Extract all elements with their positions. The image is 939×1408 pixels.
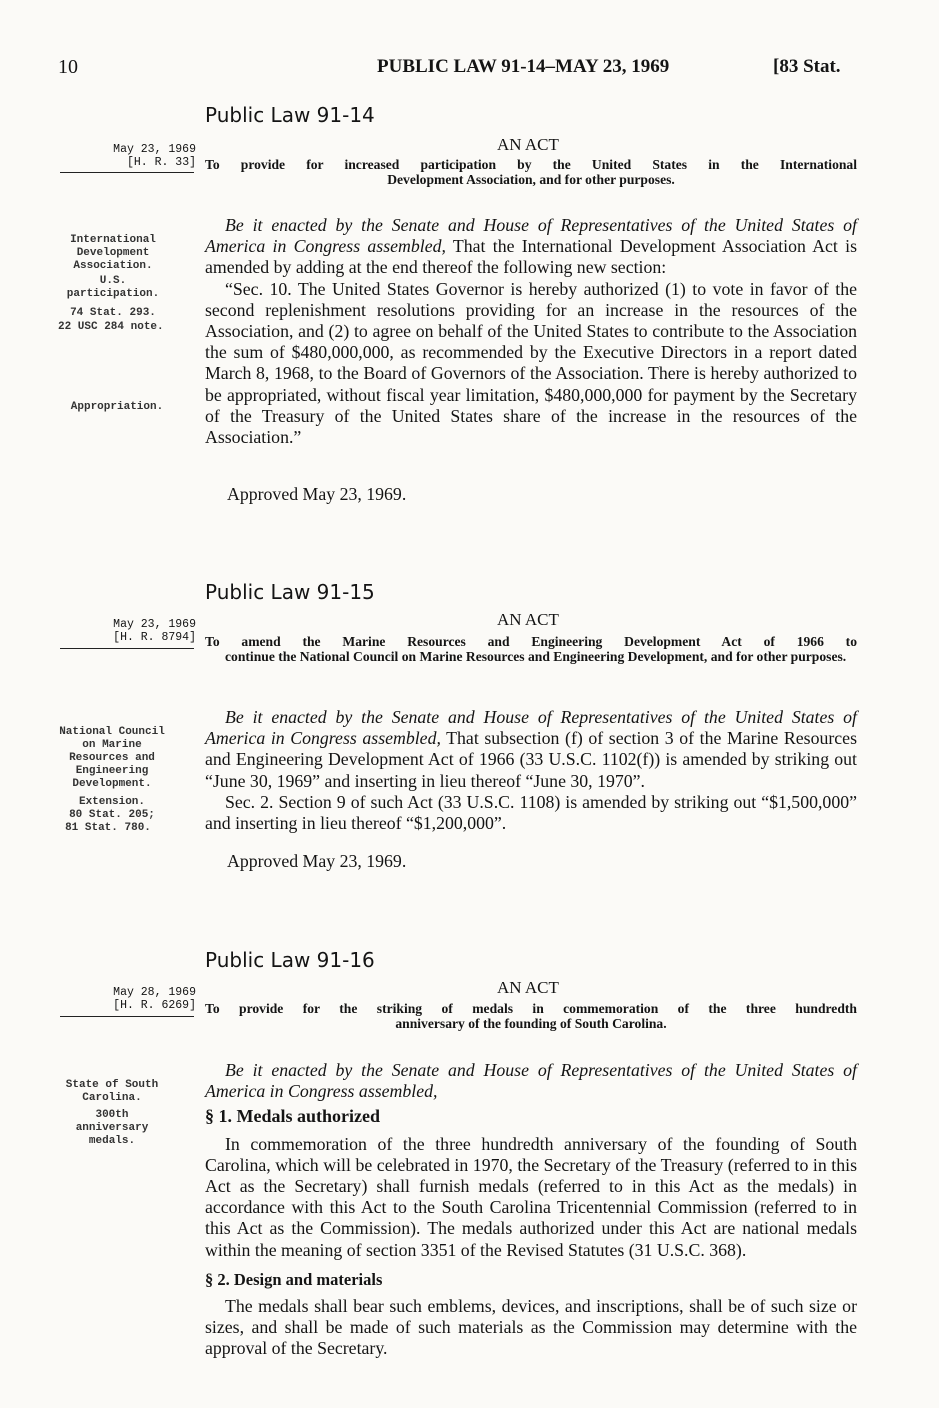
section-2-text: Sec. 2. Section 9 of such Act (33 U.S.C. 1108) is amended by striking out “$1,500,000” and inserting in lieu thereof “$1,200,000”. bbox=[205, 791, 857, 834]
margin-note: 81 Stat. 780. bbox=[65, 822, 151, 834]
law-date-91-15 bbox=[60, 618, 196, 644]
law-title-91-15: Public Law 91-15 bbox=[205, 580, 375, 604]
law-date-91-14 bbox=[60, 143, 196, 169]
bill-number: [H. R. 8794] bbox=[113, 631, 196, 644]
enacting-clause bbox=[205, 1060, 857, 1102]
section-10-text: “Sec. 10. The United States Governor is hereby authorized (1) to vote in favor of the second replenishment resolutions providing for an increase in the resources of the Association, and (2) to agree on behalf of the United States to contribute to the Association the sum of $480,000,000, as recommended by the Executive Directors in a report dated March 8, 1968, to the Board of Governors of the Association. There is hereby authorized to be appropriated, without fiscal year limitation, $480,000,000 for payment by the Secretary of the Treasury of the United States share of the increase in the resources of the Association.” bbox=[205, 278, 857, 448]
margin-note: Appropriation. bbox=[70, 401, 164, 413]
date-rule bbox=[60, 172, 194, 173]
approval-date: Approved May 23, 1969. bbox=[227, 484, 407, 504]
enacting-formula: Be it enacted by the Senate and House of Representatives of the United States of America in Congress assembled, bbox=[205, 1060, 857, 1102]
margin-note: 300th anniversary medals. bbox=[75, 1109, 149, 1147]
act-purpose-91-15 bbox=[205, 634, 857, 664]
enactment-date: May 28, 1969 bbox=[113, 986, 196, 999]
law-title-91-14: Public Law 91-14 bbox=[205, 103, 375, 127]
margin-note: 74 Stat. 293. bbox=[70, 307, 156, 319]
enacting-formula: Be it enacted by the Senate and House of Representatives of the United States of America in Congress assembled, bbox=[205, 215, 857, 257]
enactment-date: May 23, 1969 bbox=[113, 618, 196, 631]
law-body-91-15 bbox=[205, 707, 857, 834]
section-2-text: The medals shall bear such emblems, devices, and inscriptions, shall be of such size or sizes, and shall be made of such materials as the Commission may determine with the approval of the Secretary. bbox=[205, 1296, 857, 1359]
approval-date: Approved May 23, 1969. bbox=[227, 851, 407, 871]
act-purpose-91-16 bbox=[205, 1001, 857, 1031]
date-rule bbox=[60, 648, 194, 649]
margin-note: State of South Carolina. bbox=[65, 1079, 159, 1104]
law-body-91-16 bbox=[205, 1060, 857, 1360]
act-label-91-14: AN ACT bbox=[497, 135, 559, 154]
enacting-text: That subsection (f) of section 3 of the Marine Resources and Engineering Development Act of 1966 (33 U.S.C. 1102(f)) is amended by striking out “June 30, 1969” and inserting in lieu thereof “June 30, 1970”. bbox=[205, 728, 857, 791]
bill-number: [H. R. 33] bbox=[126, 156, 196, 169]
act-purpose-91-14 bbox=[205, 157, 857, 187]
enactment-date: May 23, 1969 bbox=[113, 143, 196, 156]
margin-note: Extension. bbox=[78, 796, 145, 808]
running-head: PUBLIC LAW 91-14–MAY 23, 1969 bbox=[377, 56, 670, 77]
section-1-heading: § 1. Medals authorized bbox=[205, 1106, 380, 1127]
enacting-clause bbox=[205, 707, 857, 792]
margin-note: National Council on Marine Resources and Engineering Development. bbox=[59, 726, 165, 790]
purpose-line-1: To provide for the striking of medals in commemoration of the three hundredth bbox=[205, 1001, 857, 1016]
enacting-text: That the International Development Association Act is amended by adding at the end thereof the following new section: bbox=[205, 236, 857, 278]
law-body-91-14 bbox=[205, 215, 857, 448]
margin-note: 22 USC 284 note. bbox=[58, 321, 164, 333]
enacting-clause bbox=[205, 215, 857, 279]
purpose-line-2: Development Association, and for other purposes. bbox=[387, 172, 675, 187]
purpose-line-2: continue the National Council on Marine Resources and Engineering Development, and for other purposes. bbox=[225, 649, 847, 664]
margin-note: U.S. participation. bbox=[66, 275, 160, 300]
law-title-91-16: Public Law 91-16 bbox=[205, 948, 375, 972]
date-rule bbox=[60, 1016, 194, 1017]
page-number: 10 bbox=[58, 56, 78, 78]
section-2-heading: § 2. Design and materials bbox=[205, 1269, 383, 1289]
act-label-91-16: AN ACT bbox=[497, 978, 559, 997]
statute-volume: [83 Stat. bbox=[773, 56, 841, 77]
enacting-formula: Be it enacted by the Senate and House of Representatives of the United States of America in Congress assembled, bbox=[205, 707, 857, 749]
section-1-text: In commemoration of the three hundredth anniversary of the founding of South Carolina, which will be celebrated in 1970, the Secretary of the Treasury (referred to in this Act as the Secretary) shall furnish medals (referred to in this Act as the medals) in accordance with this Act to the South Carolina Tricentennial Commission (referred to in this Act as the Commission). The medals authorized under this Act are national medals within the meaning of section 3351 of the Revised Statutes (31 U.S.C. 368). bbox=[205, 1133, 857, 1260]
purpose-line-1: To provide for increased participation by the United States in the International bbox=[205, 157, 857, 172]
purpose-line-1: To amend the Marine Resources and Engineering Development Act of 1966 to bbox=[205, 634, 857, 649]
act-label-91-15: AN ACT bbox=[497, 610, 559, 629]
margin-note: International Development Association. bbox=[70, 234, 156, 272]
bill-number: [H. R. 6269] bbox=[113, 999, 196, 1012]
purpose-line-2: anniversary of the founding of South Carolina. bbox=[395, 1016, 667, 1031]
margin-note: 80 Stat. 205; bbox=[69, 809, 155, 821]
law-date-91-16 bbox=[60, 986, 196, 1012]
